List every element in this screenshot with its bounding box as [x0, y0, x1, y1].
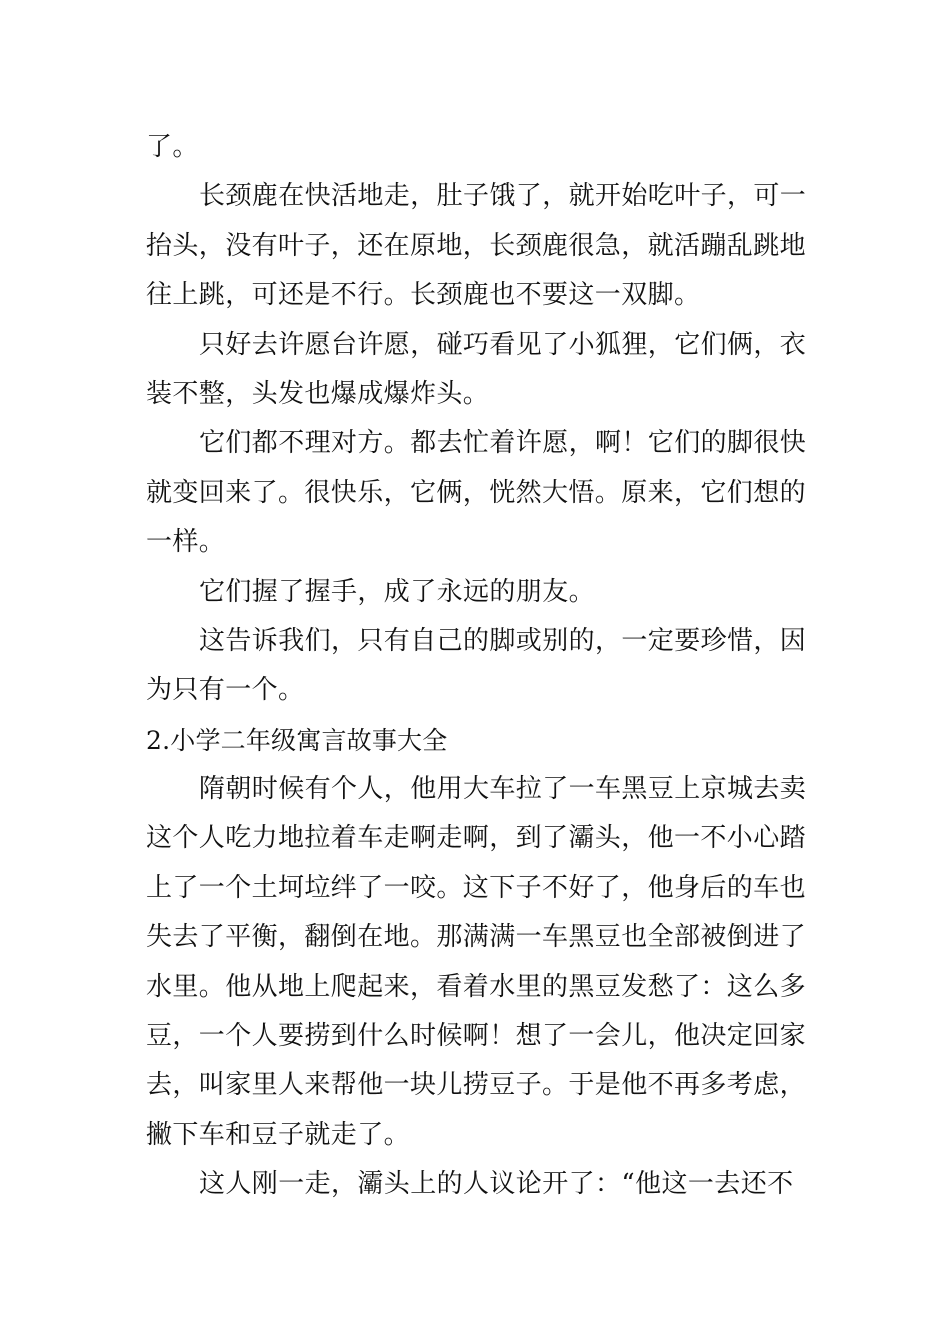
text-line: 失去了平衡，翻倒在地。那满满一车黑豆也全部被倒进了 — [146, 922, 807, 953]
text-line: 为只有一个。 — [146, 675, 305, 706]
text-line: 豆，一个人要捞到什么时候啊！想了一会儿，他决定回家 — [146, 1021, 807, 1052]
paragraph-start-line: 这告诉我们，只有自己的脚或别的，一定要珍惜，因 — [199, 625, 807, 656]
paragraph-start-line: 长颈鹿在快活地走，肚子饿了，就开始吃叶子，可一 — [199, 181, 807, 212]
paragraph-start-line: 它们都不理对方。都去忙着许愿，啊！它们的脚很快 — [199, 428, 807, 459]
paragraph-start-line: 这人刚一走，灞头上的人议论开了：“他这一去还不 — [199, 1169, 794, 1200]
text-line: 水里。他从地上爬起来，看着水里的黑豆发愁了：这么多 — [146, 971, 807, 1002]
paragraph-start-line: 隋朝时候有个人，他用大车拉了一车黑豆上京城去卖 — [199, 774, 807, 805]
section-heading: 2.小学二年级寓言故事大全 — [146, 725, 448, 755]
text-line: 抬头，没有叶子，还在原地，长颈鹿很急，就活蹦乱跳地 — [146, 230, 807, 261]
text-line: 一样。 — [146, 527, 226, 558]
text-line: 就变回来了。很快乐，它俩，恍然大悟。原来，它们想的 — [146, 477, 807, 508]
text-line: 了。 — [146, 132, 199, 162]
text-line: 撇下车和豆子就走了。 — [146, 1119, 411, 1150]
text-line: 上了一个土坷垃绊了一咬。这下子不好了，他身后的车也 — [146, 872, 807, 903]
text-line: 往上跳，可还是不行。长颈鹿也不要这一双脚。 — [146, 280, 701, 311]
text-line: 装不整，头发也爆成爆炸头。 — [146, 378, 490, 409]
document-body — [146, 123, 810, 1210]
paragraph-start-line: 只好去许愿台许愿，碰巧看见了小狐狸，它们俩，衣 — [199, 329, 807, 360]
text-line: 这个人吃力地拉着车走啊走啊，到了灞头，他一不小心踏 — [146, 823, 807, 854]
paragraph-start-line: 它们握了握手，成了永远的朋友。 — [199, 576, 596, 607]
text-line: 去，叫家里人来帮他一块儿捞豆子。于是他不再多考虑， — [146, 1070, 807, 1101]
